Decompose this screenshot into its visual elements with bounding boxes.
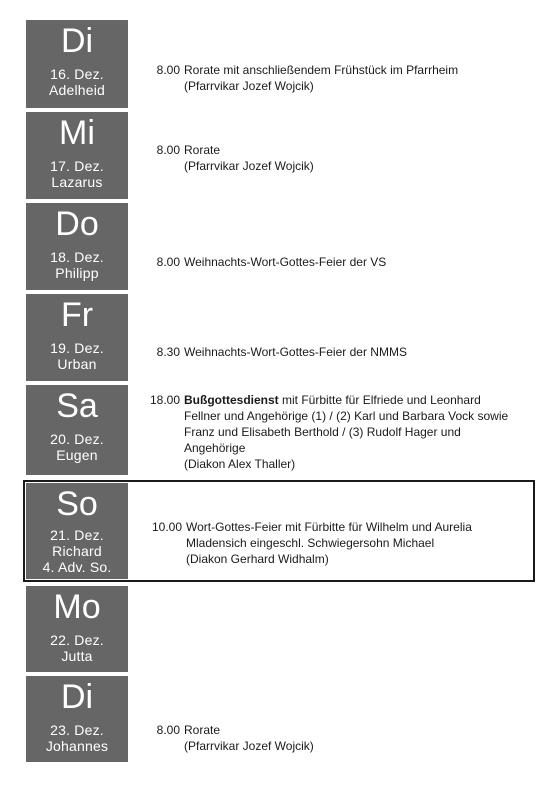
date-label: 22. Dez. (50, 632, 104, 648)
event-line: (Pfarrvikar Jozef Wojcik) (184, 79, 314, 93)
event-line-rest: mit Fürbitte für Elfriede und Leonhard (278, 393, 481, 407)
date-label: 19. Dez. (50, 340, 104, 356)
event-entry (142, 254, 536, 272)
event-line: Wort-Gottes-Feier mit Fürbitte für Wilhelm und Aurelia (186, 520, 472, 534)
event-line: Angehörige (184, 441, 246, 455)
event-text (184, 392, 534, 472)
date-label: 23. Dez. (50, 722, 104, 738)
date-label: 20. Dez. (50, 431, 104, 447)
saint-name: Eugen (56, 447, 98, 463)
event-line: Rorate mit anschließendem Frühstück im Pfarrheim (184, 63, 459, 77)
day-box (26, 112, 128, 199)
event-line: Rorate (184, 143, 221, 157)
event-line: (Diakon Alex Thaller) (184, 457, 296, 471)
weekday-label: Fr (60, 296, 94, 334)
saint-name: Philipp (55, 265, 99, 281)
event-line: Mladensich eingeschl. Schwiegersohn Michael (186, 536, 435, 550)
event-line: Weihnachts-Wort-Gottes-Feier der NMMS (184, 345, 407, 359)
sunday-label: 4. Adv. So. (42, 559, 112, 575)
weekday-label: Mi (59, 114, 95, 152)
weekday-label: Di (60, 678, 94, 716)
day-row (26, 586, 536, 672)
date-label: 17. Dez. (50, 158, 104, 174)
date-label: 18. Dez. (50, 249, 104, 265)
event-text (184, 62, 534, 94)
event-title-bold: Bußgottesdienst (184, 393, 279, 407)
event-time: 8.00 (156, 255, 180, 269)
saint-name: Jutta (61, 648, 93, 664)
day-box (26, 294, 128, 381)
event-entry (142, 62, 536, 96)
event-text (186, 519, 536, 567)
day-row (26, 385, 536, 475)
event-time: 8.00 (156, 723, 180, 737)
weekday-label: Do (55, 205, 99, 243)
day-row (26, 112, 536, 199)
event-time: 18.00 (149, 393, 180, 407)
saint-name: Urban (57, 356, 97, 372)
day-box (26, 586, 128, 672)
event-line: Rorate (184, 723, 221, 737)
event-line: Franz und Elisabeth Berthold / (3) Rudolf Hager und (184, 425, 461, 439)
weekday-label: So (56, 485, 98, 523)
weekday-label: Di (60, 22, 94, 60)
saint-name: Richard (52, 543, 102, 559)
day-row (26, 203, 536, 290)
day-box (26, 385, 128, 475)
event-time: 8.00 (156, 63, 180, 77)
weekday-label: Mo (53, 588, 101, 626)
day-row (26, 676, 536, 762)
day-row (26, 294, 536, 381)
day-box (26, 203, 128, 290)
day-row-highlighted (23, 480, 535, 582)
event-time: 8.00 (156, 143, 180, 157)
event-entry (142, 142, 536, 176)
event-line (184, 392, 534, 408)
date-label: 16. Dez. (50, 66, 104, 82)
day-row (26, 20, 536, 108)
event-line: (Diakon Gerhard Widhalm) (186, 552, 329, 566)
saint-name: Adelheid (48, 82, 106, 98)
event-time: 10.00 (151, 520, 182, 534)
event-line: Fellner und Angehörige (1) / (2) Karl und Barbara Vock sowie (184, 409, 509, 423)
weekday-label: Sa (56, 387, 98, 425)
event-line: Weihnachts-Wort-Gottes-Feier der VS (184, 255, 387, 269)
event-text (184, 722, 534, 754)
event-entry (142, 722, 536, 756)
event-text (184, 344, 534, 360)
event-line: (Pfarrvikar Jozef Wojcik) (184, 739, 314, 753)
event-text (184, 254, 534, 270)
event-entry (144, 519, 538, 569)
day-box (26, 483, 128, 579)
event-line: (Pfarrvikar Jozef Wojcik) (184, 159, 314, 173)
event-time: 8.30 (156, 345, 180, 359)
event-entry (142, 344, 536, 362)
date-label: 21. Dez. (50, 527, 104, 543)
saint-name: Lazarus (51, 174, 103, 190)
event-entry (142, 392, 536, 474)
day-box (26, 20, 128, 108)
event-text (184, 142, 534, 174)
saint-name: Johannes (45, 738, 109, 754)
day-box (26, 676, 128, 762)
